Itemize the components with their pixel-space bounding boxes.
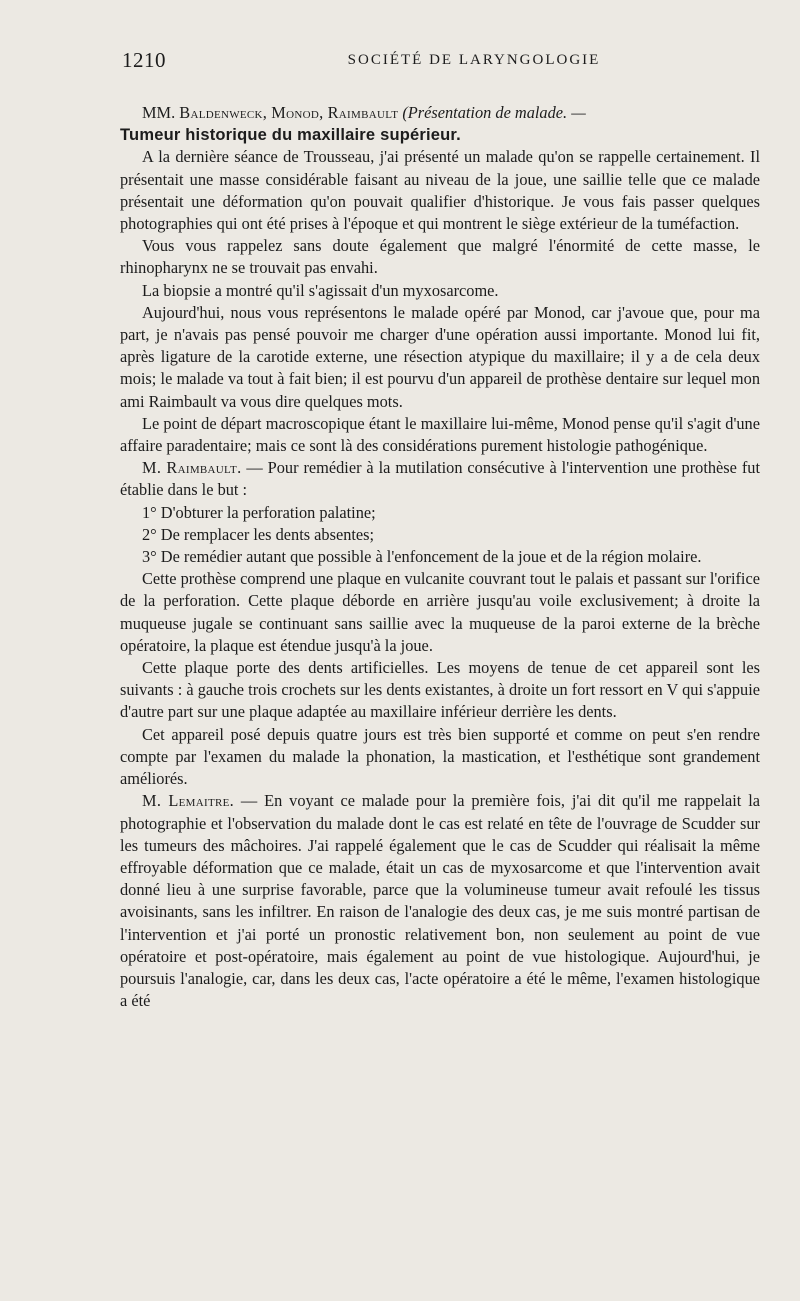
authors-prefix: MM.	[142, 103, 176, 122]
author-raimbault: Raimbault	[327, 103, 399, 122]
page-header	[122, 48, 756, 78]
list-item: 2° De remplacer les dents absentes;	[142, 524, 375, 544]
author-baldenweck: Baldenweck,	[179, 103, 268, 122]
article-heading	[120, 102, 760, 146]
paragraph: Cet appareil posé depuis quatre jours est très bien supporté et comme on peut s'en rendre compte par l'examen du malade la phonation, la mastication, et l'esthétique sont grandement améliorés.	[120, 724, 760, 789]
paragraph-raimbault	[120, 457, 760, 501]
page-body	[120, 102, 760, 1012]
paragraph: La biopsie a montré qu'il s'agissait d'un myxosarcome.	[142, 280, 499, 300]
speaker-raimbault: M. Raimbault.	[142, 458, 242, 478]
paragraph: A la dernière séance de Trousseau, j'ai présenté un malade qu'on se rappelle certainement. Il présentait une masse considérable faisant au niveau de la joue, une saillie telle que ce malade présentait une déformation qu'on pouvait qualifier d'historique. Je vous fais passer quelques photographies qui ont été prises à l'époque et qui montrent le siège extérieur de la tuméfaction.	[120, 147, 760, 234]
paragraph-lemaitre	[120, 790, 760, 1012]
paragraph: Vous vous rappelez sans doute également que malgré l'énormité de cette masse, le rhinopharynx ne se trouvait pas envahi.	[120, 236, 760, 278]
list-item: 3° De remédier autant que possible à l'enfoncement de la joue et de la région molaire.	[142, 547, 702, 567]
speech-text: — En voyant ce malade pour la première fois, j'ai dit qu'il me rappelait la photographie et l'observation du malade dont le cas est relaté en tête de l'ouvrage de Scudder sur les tumeurs des mâchoires. J'ai rappelé également que le cas de Scudder qui réalisait la même effroyable déformation que ce malade, était un cas de myxosarcome et que l'intervention avait donné lieu à une surprise favorable, parce que la volumineuse tumeur avait refoulé les tissus avoisinants, sans les infiltrer. En raison de l'analogie des deux cas, je me suis montré partisan de l'intervention et j'ai porté un pronostic relativement bon, non seulement au point de vue opératoire et post-opératoire, mais également au point de vue histologique. Aujourd'hui, je poursuis l'analogie, car, dans les deux cas, l'acte opératoire a été le même, l'examen histologique a été	[120, 791, 760, 1011]
article-title: Tumeur historique du maxillaire supérieur.	[120, 126, 461, 145]
presentation-note: (Présentation de malade. —	[402, 103, 586, 122]
list-item: 1° D'obturer la perforation palatine;	[142, 502, 376, 522]
paragraph: Cette prothèse comprend une plaque en vulcanite couvrant tout le palais et passant sur l'orifice de la perforation. Cette plaque déborde en arrière jusqu'au voile exclusivement; à droite la muqueuse jugale se continuant sans saillie avec la muqueuse de la paroi externe de la brèche opératoire, la plaque est étendue jusqu'à la joue.	[120, 569, 760, 655]
speaker-lemaitre: M. Lemaitre.	[142, 791, 235, 811]
paragraph: Aujourd'hui, nous vous représentons le malade opéré par Monod, car j'avoue que, pour ma part, je n'avais pas pensé pouvoir me charger d'une opération aussi importante. Monod lui fit, après ligature de la carotide externe, une résection atypique du maxillaire; il y a de cela deux mois; le malade va tout à fait bien; il est pourvu d'un appareil de prothèse dentaire sur lequel mon ami Raimbault va vous dire quelques mots.	[120, 302, 760, 411]
author-monod: Monod,	[271, 103, 324, 122]
paragraph: Cette plaque porte des dents artificielles. Les moyens de tenue de cet appareil sont les suivants : à gauche trois crochets sur les dents existantes, à droite un fort ressort en V qui s'appuie d'autre part sur une plaque adaptée au maxillaire inférieur derrière les dents.	[120, 658, 760, 722]
paragraph: Le point de départ macroscopique étant le maxillaire lui-même, Monod pense qu'il s'agit d'une affaire paradentaire; mais ce sont là des considérations purement histologie pathogénique.	[120, 413, 760, 456]
speech-text: — Pour remédier à la mutilation consécutive à l'intervention une prothèse fut établie dans le but :	[120, 458, 760, 500]
page-number: 1210	[122, 48, 166, 72]
numbered-list	[120, 502, 760, 569]
running-title: SOCIÉTÉ DE LARYNGOLOGIE	[347, 52, 601, 68]
